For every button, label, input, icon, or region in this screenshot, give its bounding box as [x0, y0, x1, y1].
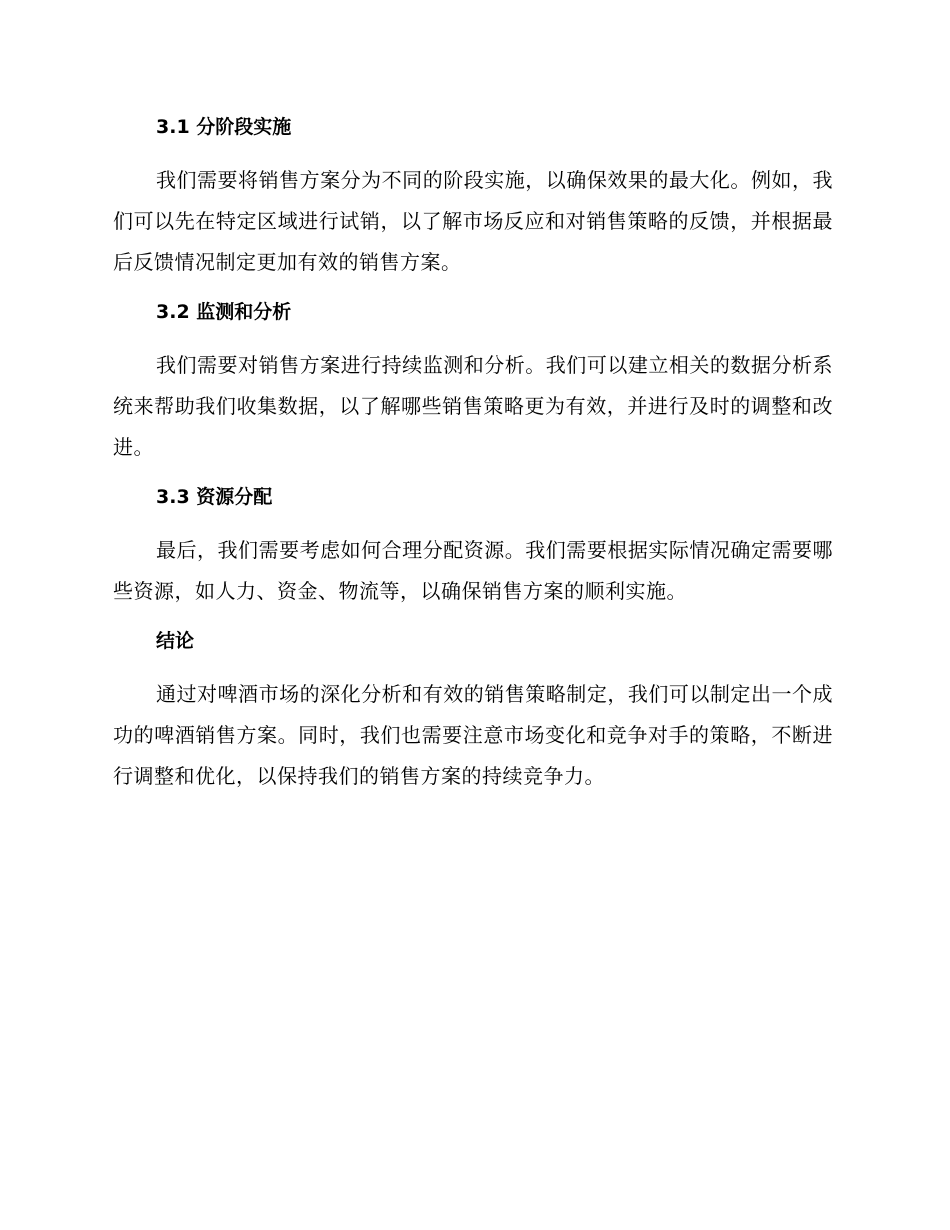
section-heading: 3.1 分阶段实施 — [156, 116, 292, 138]
section-paragraph: 我们需要对销售方案进行持续监测和分析。我们可以建立相关的数据分析系统来帮助我们收集数据，以了解哪些销售策略更为有效，并进行及时的调整和改进。 — [113, 353, 833, 459]
section-heading: 3.2 监测和分析 — [156, 301, 292, 323]
section-paragraph: 最后，我们需要考虑如何合理分配资源。我们需要根据实际情况确定需要哪些资源，如人力、资金、物流等，以确保销售方案的顺利实施。 — [113, 538, 833, 603]
section-conclusion — [113, 624, 833, 797]
section-monitoring-analysis — [113, 295, 833, 468]
section-resource-allocation — [113, 480, 833, 612]
document-page — [113, 110, 833, 809]
section-phased-implementation — [113, 110, 833, 283]
section-heading: 3.3 资源分配 — [156, 486, 273, 508]
section-heading: 结论 — [156, 630, 195, 652]
section-paragraph: 通过对啤酒市场的深化分析和有效的销售策略制定，我们可以制定出一个成功的啤酒销售方案。同时，我们也需要注意市场变化和竞争对手的策略，不断进行调整和优化，以保持我们的销售方案的持续竞争力。 — [113, 682, 833, 788]
section-paragraph: 我们需要将销售方案分为不同的阶段实施，以确保效果的最大化。例如，我们可以先在特定区域进行试销，以了解市场反应和对销售策略的反馈，并根据最后反馈情况制定更加有效的销售方案。 — [113, 168, 833, 274]
